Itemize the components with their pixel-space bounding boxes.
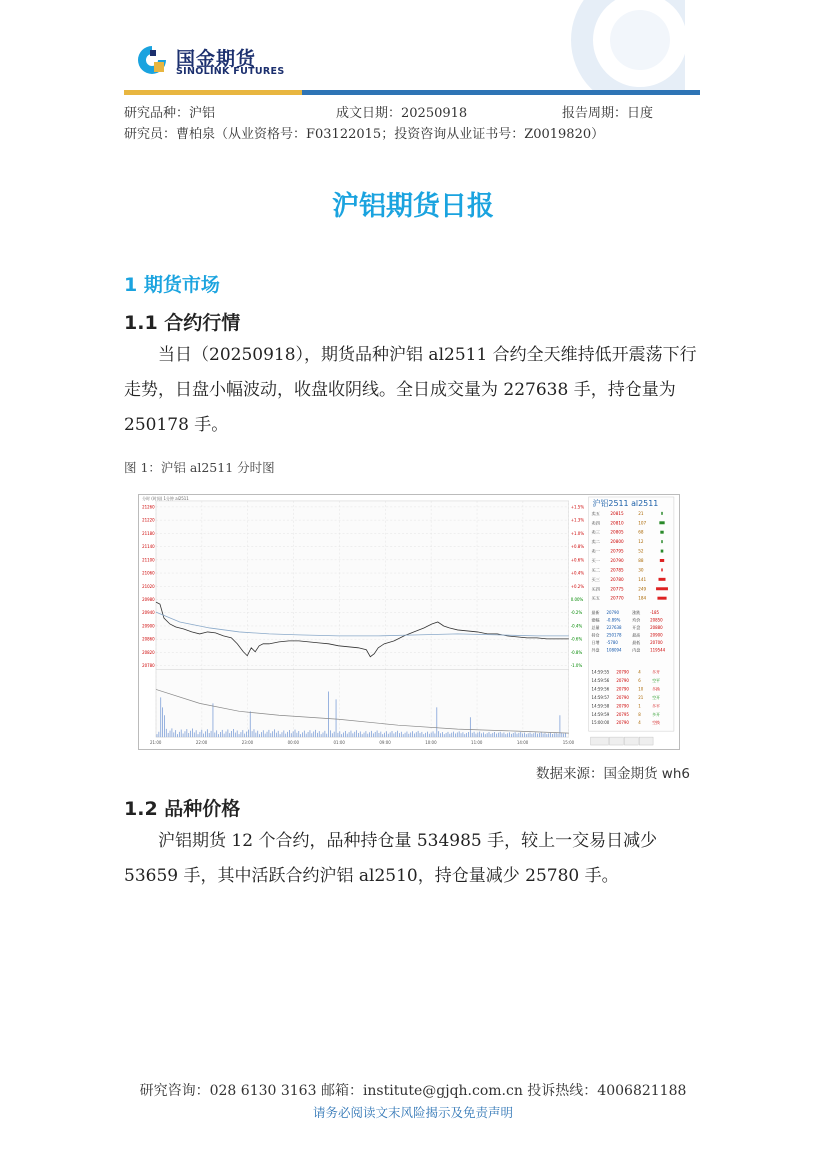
- trade-volume: 4: [638, 720, 641, 726]
- stat-value: 20700: [650, 639, 663, 645]
- stat-label: 最高: [632, 632, 641, 638]
- orderbook-label: 买三: [591, 576, 600, 582]
- orderbook-label: 买四: [591, 586, 600, 592]
- subsection-heading-contract: 1.1 合约行情: [124, 312, 241, 334]
- orderbook-volume: 12: [638, 539, 644, 545]
- orderbook-price: 20805: [610, 529, 624, 535]
- price-tick-label: 21020: [142, 583, 155, 589]
- trade-time: 14:59:59: [591, 711, 610, 717]
- trade-direction: 多开: [652, 669, 661, 675]
- header-rule-blue: [302, 90, 700, 95]
- orderbook-price: 20780: [610, 576, 624, 582]
- orderbook-volume: 30: [638, 567, 644, 573]
- trade-price: 20790: [616, 669, 629, 675]
- trade-price: 20790: [616, 678, 629, 684]
- meta-researcher: 研究员：曹柏泉（从业资格号：F03122015；投资咨询从业证书号：Z0019820）: [124, 127, 605, 142]
- orderbook-volume: 249: [638, 586, 647, 592]
- price-tick-label: 20780: [142, 663, 155, 669]
- orderbook-label: 卖一: [591, 548, 600, 554]
- footer-disclaimer-link[interactable]: 请务必阅读文末风险揭示及免责声明: [312, 1105, 513, 1120]
- pct-tick-label: 0.00%: [570, 596, 584, 602]
- subsection-heading-price: 1.2 品种价格: [124, 798, 241, 820]
- orderbook-depth-bar: [661, 540, 662, 543]
- logo-english: SINOLINK FUTURES: [176, 66, 285, 77]
- stat-label: 涨幅: [591, 617, 600, 623]
- stat-label: 持仓: [591, 632, 600, 638]
- orderbook-depth-bar: [661, 568, 662, 571]
- orderbook-depth-bar: [659, 578, 666, 581]
- trade-time: 14:59:55: [591, 669, 610, 675]
- orderbook-volume: 68: [638, 529, 644, 535]
- trade-time: 14:59:56: [591, 686, 610, 692]
- orderbook-depth-bar: [656, 587, 668, 590]
- orderbook-price: 20790: [610, 557, 624, 563]
- meta-variety: 研究品种：沪铝: [124, 106, 216, 121]
- panel-title: 沪铝2511 al2511: [592, 498, 659, 508]
- panel-tab-4[interactable]: [639, 737, 653, 745]
- orderbook-depth-bar: [660, 559, 664, 562]
- trade-volume: 10: [638, 686, 644, 692]
- pct-tick-label: -0.6%: [570, 636, 583, 642]
- orderbook-label: 卖四: [591, 520, 600, 526]
- pct-tick-label: -0.8%: [570, 649, 583, 655]
- price-tick-label: 20900: [142, 623, 155, 629]
- time-tick-label: 09:00: [379, 740, 391, 746]
- contract-paragraph: 当日（20250918），期货品种沪铝 al2511 合约全天维持低开震荡下行走势，日盘小幅波动，收盘收阴线。全日成交量为 227638 手，持仓量为 250178 手。: [124, 345, 697, 435]
- price-tick-label: 21100: [142, 557, 155, 563]
- stat-label: 最新: [591, 610, 600, 616]
- trade-volume: 1: [638, 703, 641, 709]
- stat-value: 108094: [606, 647, 622, 653]
- price-tick-label: 21140: [142, 544, 155, 550]
- orderbook-label: 卖二: [591, 539, 600, 545]
- orderbook-volume: 88: [638, 557, 644, 563]
- meta-period: 报告周期：日度: [562, 106, 654, 121]
- orderbook-label: 买二: [591, 567, 600, 573]
- orderbook-depth-bar: [661, 512, 662, 515]
- price-tick-label: 21260: [142, 504, 155, 510]
- time-tick-label: 10:00: [425, 740, 437, 746]
- trade-direction: 空换: [652, 720, 661, 726]
- trade-volume: 21: [638, 694, 644, 700]
- orderbook-label: 买五: [591, 595, 600, 601]
- chart-toolbar-label: 分时 (时间) 1分钟 al2511: [142, 495, 189, 501]
- trade-direction: 多平: [652, 703, 661, 709]
- trade-price: 20795: [616, 711, 629, 717]
- stat-value: 20880: [650, 624, 663, 630]
- panel-tab-2[interactable]: [609, 737, 623, 745]
- stat-label: 内盘: [632, 647, 641, 653]
- figure-source: 数据来源：国金期货 wh6: [536, 766, 690, 782]
- price-tick-label: 20980: [142, 596, 155, 602]
- orderbook-price: 20810: [610, 520, 624, 526]
- orderbook-volume: 21: [638, 510, 644, 516]
- price-paragraph: 沪铝期货 12 个合约，品种持仓量 534985 手，较上一交易日减少 53659 手，其中活跃合约沪铝 al2510，持仓量减少 25780 手。: [124, 831, 658, 886]
- stat-label: 总量: [591, 624, 600, 630]
- pct-tick-label: -0.4%: [570, 623, 583, 629]
- trade-time: 14:59:56: [591, 678, 610, 684]
- trade-volume: 6: [638, 678, 641, 684]
- time-tick-label: 01:00: [333, 740, 345, 746]
- stat-value: 227638: [606, 624, 622, 630]
- trade-price: 20790: [616, 703, 629, 709]
- price-tick-label: 20860: [142, 636, 155, 642]
- stat-value: 20790: [606, 610, 620, 616]
- trade-volume: 8: [638, 711, 641, 717]
- orderbook-depth-bar: [660, 531, 663, 534]
- orderbook-depth-bar: [657, 597, 666, 600]
- stat-label: 最低: [632, 639, 641, 645]
- orderbook-depth-bar: [659, 521, 664, 524]
- panel-tab-3[interactable]: [624, 737, 638, 745]
- stat-value: -185: [650, 610, 660, 616]
- footer-contact: 研究咨询：028 6130 3163 邮箱：institute@gjqh.com.cn 投诉热线：4006821188: [139, 1083, 687, 1099]
- pct-tick-label: -0.2%: [570, 610, 583, 616]
- time-tick-label: 11:00: [471, 740, 483, 746]
- pct-tick-label: +0.4%: [570, 570, 585, 576]
- header-rule-gold: [124, 90, 302, 95]
- trade-time: 14:59:58: [591, 703, 610, 709]
- trade-direction: 多换: [652, 686, 661, 692]
- stat-value: -5780: [606, 639, 618, 645]
- orderbook-volume: 141: [638, 576, 647, 582]
- figure-caption: 图 1：沪铝 al2511 分时图: [124, 460, 275, 475]
- logo-chinese: 国金期货: [176, 48, 257, 70]
- orderbook-volume: 107: [638, 520, 647, 526]
- trade-direction: 多开: [652, 711, 661, 717]
- price-tick-label: 21060: [142, 570, 155, 576]
- stat-label: 均价: [632, 617, 641, 623]
- time-tick-label: 22:00: [195, 740, 208, 746]
- time-tick-label: 14:00: [516, 740, 529, 746]
- orderbook-price: 20785: [610, 567, 624, 573]
- pct-tick-label: +1.5%: [570, 504, 585, 510]
- price-tick-label: 20820: [142, 649, 155, 655]
- pct-tick-label: +0.6%: [570, 557, 585, 563]
- time-tick-label: 21:00: [150, 740, 162, 746]
- logo-icon: [136, 44, 168, 76]
- price-tick-label: 20940: [142, 610, 155, 616]
- pct-tick-label: +1.3%: [570, 517, 585, 523]
- report-title: 沪铝期货日报: [332, 191, 494, 222]
- stat-value: -0.89%: [606, 617, 621, 623]
- stat-value: 119544: [650, 647, 666, 653]
- panel-tab-1[interactable]: [591, 737, 609, 745]
- trade-time: 14:59:57: [591, 694, 610, 700]
- stat-value: 20850: [650, 617, 663, 623]
- price-tick-label: 21220: [142, 517, 155, 523]
- trade-time: 15:00:00: [591, 720, 610, 726]
- orderbook-price: 20800: [610, 539, 624, 545]
- pct-tick-label: +0.2%: [570, 583, 585, 589]
- pct-tick-label: +1.0%: [570, 530, 585, 536]
- stat-label: 开盘: [632, 624, 641, 630]
- orderbook-price: 20770: [610, 595, 624, 601]
- stat-label: 外盘: [591, 647, 600, 653]
- orderbook-price: 20795: [610, 548, 624, 554]
- time-tick-label: 00:00: [287, 740, 300, 746]
- stat-label: 日增: [591, 639, 600, 645]
- price-tick-label: 21180: [142, 530, 155, 536]
- meta-date: 成文日期：20250918: [336, 106, 468, 121]
- trade-price: 20790: [616, 720, 629, 726]
- trade-direction: 空平: [652, 678, 661, 684]
- trade-price: 20790: [616, 686, 629, 692]
- orderbook-label: 买一: [591, 557, 600, 563]
- orderbook-volume: 184: [638, 595, 647, 601]
- time-tick-label: 15:00: [562, 740, 575, 746]
- time-tick-label: 23:00: [241, 740, 254, 746]
- orderbook-price: 20815: [610, 510, 624, 516]
- orderbook-price: 20775: [610, 586, 624, 592]
- pct-tick-label: -1.0%: [570, 663, 583, 669]
- trade-price: 20790: [616, 694, 629, 700]
- stat-value: 20900: [650, 632, 663, 638]
- orderbook-volume: 52: [638, 548, 644, 554]
- stat-label: 涨跌: [632, 610, 641, 616]
- trade-direction: 空开: [652, 694, 661, 700]
- orderbook-label: 卖五: [591, 510, 600, 516]
- orderbook-label: 卖三: [591, 529, 600, 535]
- trade-volume: 4: [638, 669, 641, 675]
- pct-tick-label: +0.8%: [570, 544, 585, 550]
- header-decoration: [545, 0, 685, 92]
- section-heading-futures-market: 1 期货市场: [124, 274, 220, 296]
- stat-value: 250178: [606, 632, 622, 638]
- orderbook-depth-bar: [661, 550, 664, 553]
- intraday-chart: [138, 494, 680, 750]
